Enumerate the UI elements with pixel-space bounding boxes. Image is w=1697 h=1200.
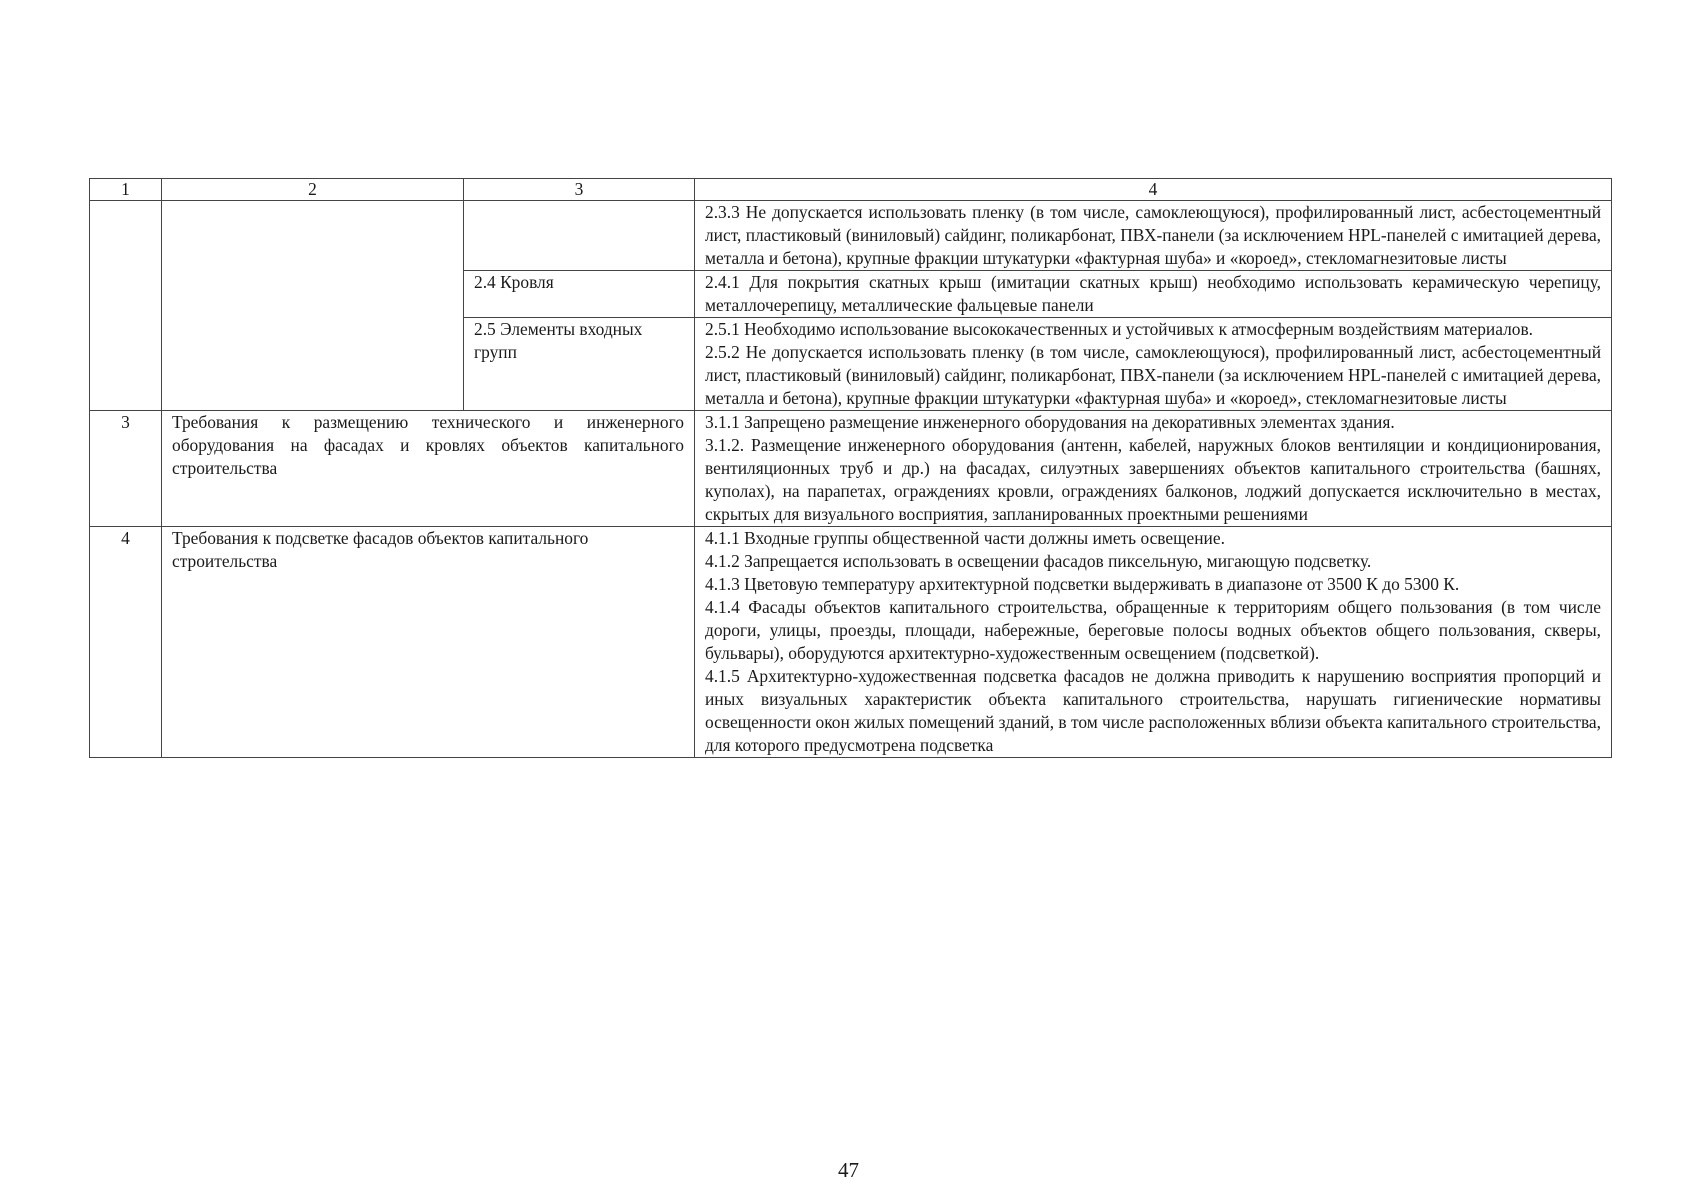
header-col-1: 1 — [90, 179, 162, 201]
table-row — [90, 201, 1612, 271]
row-4-num: 4 — [90, 527, 162, 758]
requirement-2-5-1: 2.5.1 Необходимо использование высококачественных и устойчивых к атмосферным воздействиям материалов. — [705, 319, 1534, 339]
header-col-2: 2 — [162, 179, 464, 201]
requirement-4-1-1: 4.1.1 Входные группы общественной части должны иметь освещение. — [705, 528, 1225, 548]
row-2-4-text-cell — [695, 271, 1612, 318]
row-2-5-subsection-cell — [464, 318, 695, 411]
row-2-3-3-text-cell — [695, 201, 1612, 271]
requirement-2-5-2: 2.5.2 Не допускается использовать пленку (в том числе, самоклеющуюся), профилированный лист, асбестоцементный лист, пластиковый (виниловый) сайдинг, поликарбонат, ПВХ-панели (за исключением HPL-панелей с имитацией дерева, металла и бетона), крупные фракции штукатурки «фактурная шуба» и «короед», стекломагнезитовые листы — [705, 342, 1602, 408]
subsection-2-4: 2.4 Кровля — [474, 272, 554, 292]
row-3-num: 3 — [90, 411, 162, 527]
row-3-text-cell — [695, 411, 1612, 527]
section-3-title: Требования к размещению технического и инженерного оборудования на фасадах и кровлях объектов капитального строительства — [172, 412, 684, 478]
header-col-4: 4 — [695, 179, 1612, 201]
subsection-2-5: 2.5 Элементы входных групп — [474, 319, 643, 362]
requirement-4-1-5: 4.1.5 Архитектурно-художественная подсветка фасадов не должна приводить к нарушению восприятия пропорций и иных визуальных характеристик объекта капитального строительства, нарушать гигиенические нормативы освещенности окон жилых помещений зданий, в том числе расположенных вблизи объекта капитального строительства, для которого предусмотрена подсветка — [705, 666, 1601, 755]
row-2-5-text-cell — [695, 318, 1612, 411]
header-row — [90, 179, 1612, 201]
page-number: 47 — [838, 1158, 859, 1182]
row-3-title-cell — [162, 411, 695, 527]
requirement-2-3-3: 2.3.3 Не допускается использовать пленку (в том числе, самоклеющуюся), профилированный лист, асбестоцементный лист, пластиковый (виниловый) сайдинг, поликарбонат, ПВХ-панели (за исключением HPL-панелей с имитацией дерева, металла и бетона), крупные фракции штукатурки «фактурная шуба» и «короед», стекломагнезитовые листы — [705, 202, 1602, 268]
row-2-3-3-subsection-cell — [464, 201, 695, 271]
row-2-4-subsection-cell — [464, 271, 695, 318]
requirement-3-1-1: 3.1.1 Запрещено размещение инженерного оборудования на декоративных элементах здания. — [705, 412, 1395, 432]
row-4-text-cell — [695, 527, 1612, 758]
requirements-table — [89, 178, 1612, 758]
requirement-2-4-1: 2.4.1 Для покрытия скатных крыш (имитации скатных крыш) необходимо использовать керамическую черепицу, металлочерепицу, металлические фальцевые панели — [705, 272, 1601, 315]
row-2-title-cell — [162, 201, 464, 411]
header-col-3: 3 — [464, 179, 695, 201]
requirement-4-1-3: 4.1.3 Цветовую температуру архитектурной подсветки выдерживать в диапазоне от 3500 К до 5300 К. — [705, 574, 1460, 594]
row-4-title-cell — [162, 527, 695, 758]
row-2-num-cell — [90, 201, 162, 411]
requirement-4-1-2: 4.1.2 Запрещается использовать в освещении фасадов пиксельную, мигающую подсветку. — [705, 551, 1372, 571]
table-row — [90, 411, 1612, 527]
section-4-title: Требования к подсветке фасадов объектов капитального строительства — [172, 528, 589, 571]
requirement-4-1-4: 4.1.4 Фасады объектов капитального строительства, обращенные к территориям общего пользования (в том числе дороги, улицы, проезды, площади, набережные, береговые полосы водных объектов общего пользования, скверы, бульвары), оборудуются архитектурно-художественным освещением (подсветкой). — [705, 597, 1601, 663]
requirement-3-1-2: 3.1.2. Размещение инженерного оборудования (антенн, кабелей, наружных блоков вентиляции и кондиционирования, вентиляционных труб и др.) на фасадах, силуэтных завершениях объектов капитального строительства (башнях, куполах), на парапетах, ограждениях кровли, ограждениях балконов, лоджий допускается исключительно в местах, скрытых для визуального восприятия, запланированных проектными решениями — [705, 435, 1601, 524]
table-row — [90, 527, 1612, 758]
